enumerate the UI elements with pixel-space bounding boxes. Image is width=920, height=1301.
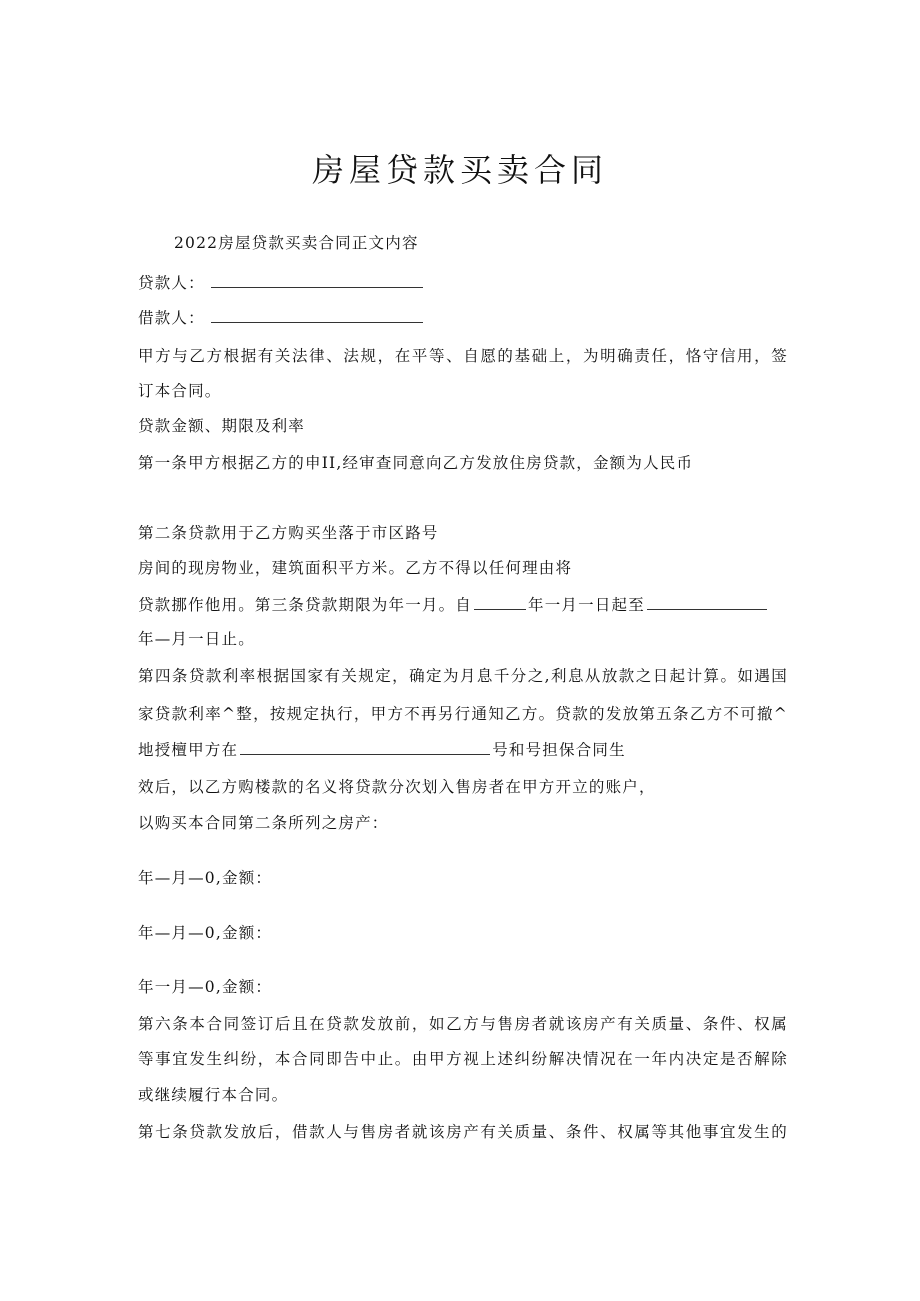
article-6-line-1: 第六条本合同签订后且在贷款发放前，如乙方与售房者就该房产有关质量、条件、权属 (138, 1015, 788, 1033)
article-5-line-3: 以购买本合同第二条所列之房产： (138, 814, 389, 832)
payment-line-1: 年—月—0,金额： (138, 869, 273, 887)
article-5-line-1 (138, 739, 788, 761)
article-1: 第一条甲方根据乙方的申II,经审查同意向乙方发放住房贷款，金额为人民币 (138, 454, 694, 472)
article-2-line-1: 第二条贷款用于乙方购买坐落于市区路号 (138, 524, 439, 542)
lender-line (138, 272, 788, 294)
authorization-blank (240, 739, 490, 755)
borrower-label: 借款人： (138, 309, 205, 327)
intro-line-1: 甲方与乙方根据有关法律、法规，在平等、自愿的基础上，为明确责任，恪守信用，签 (138, 347, 788, 365)
article-4-line-1: 第四条贷款利率根据国家有关规定，确定为月息千分之,利息从放款之日起计算。如遇国 (138, 667, 788, 685)
article-5-text-b: 号和号担保合同生 (492, 741, 626, 759)
lender-blank (211, 272, 423, 288)
intro-line-2: 订本合同。 (138, 382, 222, 400)
end-date-blank (647, 594, 767, 610)
article-6-line-2: 等事宜发生纠纷，本合同即告中止。由甲方视上述纠纷解决情况在一年内决定是否解除 (138, 1050, 788, 1068)
document-title: 房屋贷款买卖合同 (311, 151, 608, 189)
borrower-blank (211, 307, 423, 323)
lender-label: 贷款人： (138, 274, 205, 292)
article-5-line-2: 效后，以乙方购楼款的名义将贷款分次划入售房者在甲方开立的账户， (138, 778, 656, 796)
payment-line-3: 年一月—0,金额： (138, 978, 273, 996)
start-year-blank (474, 594, 526, 610)
borrower-line (138, 307, 788, 329)
article-7-line-1: 第七条贷款发放后，借款人与售房者就该房产有关质量、条件、权属等其他事宜发生的 (138, 1123, 788, 1141)
article-4-line-2: 家贷款利率^整，按规定执行，甲方不再另行通知乙方。贷款的发放第五条乙方不可撤^ (138, 705, 788, 723)
payment-line-2: 年—月—0,金额： (138, 924, 273, 942)
article-3-line (138, 594, 788, 616)
article-3-text-a: 贷款挪作他用。第三条贷款期限为年一月。自 (138, 596, 473, 614)
article-6-line-3: 或继续履行本合同。 (138, 1086, 289, 1104)
article-5-text-a: 地授檀甲方在 (138, 741, 239, 759)
article-2-line-2: 房间的现房物业，建筑面积平方米。乙方不得以任何理由将 (138, 559, 573, 577)
document-subtitle: 2022房屋贷款买卖合同正文内容 (174, 234, 419, 252)
section-heading: 贷款金额、期限及利率 (138, 417, 306, 435)
article-3-line-2: 年—月一日止。 (138, 630, 255, 648)
article-3-text-b: 年一月一日起至 (528, 596, 645, 614)
